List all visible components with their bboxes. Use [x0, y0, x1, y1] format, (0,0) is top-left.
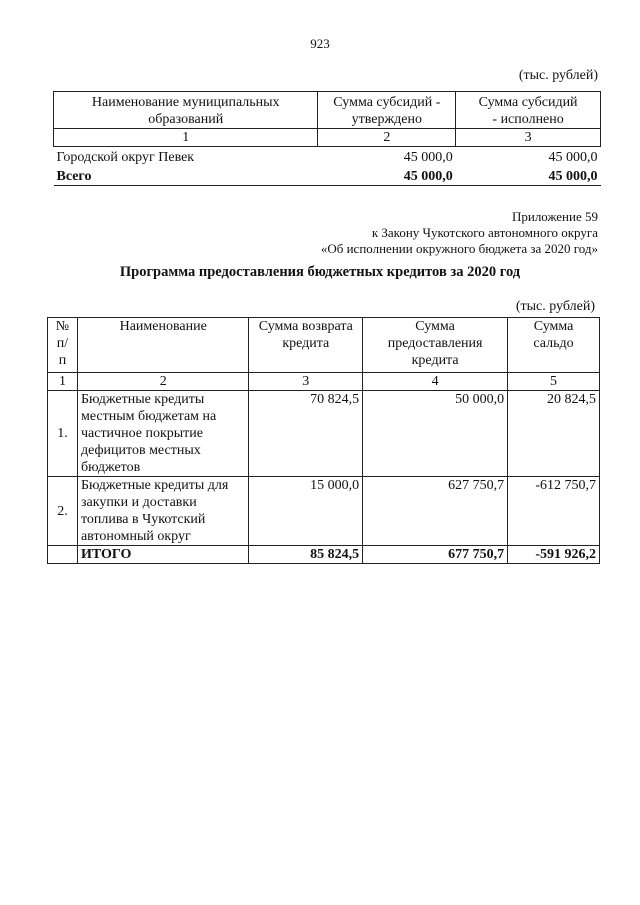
header-provided: Сумма предоставления кредита — [363, 318, 508, 373]
col-number: 3 — [249, 373, 363, 391]
table-row — [48, 391, 600, 477]
total-saldo: -591 926,2 — [508, 546, 600, 564]
subsidy-table — [53, 91, 601, 186]
row-return: 70 824,5 — [249, 391, 363, 477]
col-number: 4 — [363, 373, 508, 391]
total-row — [48, 546, 600, 564]
credits-table — [47, 317, 600, 564]
header-return: Сумма возврата кредита — [249, 318, 363, 373]
row-approved: 45 000,0 — [403, 150, 453, 165]
col-number: 3 — [456, 129, 601, 147]
appendix-line: Приложение 59 — [511, 209, 598, 224]
total-number-cell — [48, 546, 78, 564]
total-executed: 45 000,0 — [456, 166, 601, 186]
col-number: 2 — [77, 373, 249, 391]
header-number: № п/ п — [48, 318, 78, 373]
table2-unit: (тыс. рублей) — [515, 299, 595, 314]
row-name: Городской округ Певек — [56, 150, 195, 165]
header-executed: Сумма субсидий - исполнено — [456, 92, 601, 129]
total-approved: 45 000,0 — [318, 166, 456, 186]
table-row — [54, 147, 601, 167]
col-number: 1 — [48, 373, 78, 391]
header-approved: Сумма субсидий - утверждено — [318, 92, 456, 129]
appendix-note — [321, 209, 598, 257]
table1-unit: (тыс. рублей) — [518, 68, 598, 83]
row-provided: 50 000,0 — [363, 391, 508, 477]
appendix-line: к Закону Чукотского автономного округа — [371, 225, 598, 240]
row-number: 2. — [48, 477, 78, 546]
col-number: 5 — [508, 373, 600, 391]
row-saldo: -612 750,7 — [508, 477, 600, 546]
table-row — [48, 477, 600, 546]
appendix-line: «Об исполнении окружного бюджета за 2020 год» — [320, 241, 598, 256]
total-return: 85 824,5 — [249, 546, 363, 564]
total-label: ИТОГО — [77, 546, 249, 564]
header-name: Наименование — [77, 318, 249, 373]
total-row — [54, 166, 601, 186]
row-name: Бюджетные кредиты местным бюджетам на частичное покрытие дефицитов местных бюджетов — [77, 391, 249, 477]
row-number: 1. — [48, 391, 78, 477]
row-saldo: 20 824,5 — [508, 391, 600, 477]
row-return: 15 000,0 — [249, 477, 363, 546]
row-executed: 45 000,0 — [548, 150, 598, 165]
row-name: Бюджетные кредиты для закупки и доставки топлива в Чукотский автономный округ — [77, 477, 249, 546]
page-number: 923 — [310, 36, 330, 51]
total-label: Всего — [54, 166, 318, 186]
col-number: 2 — [318, 129, 456, 147]
page-title: Программа предоставления бюджетных кредитов за 2020 год — [119, 264, 521, 280]
header-saldo: Сумма сальдо — [508, 318, 600, 373]
col-number: 1 — [54, 129, 318, 147]
header-municipality: Наименование муниципальных образований — [54, 92, 318, 129]
total-provided: 677 750,7 — [363, 546, 508, 564]
row-provided: 627 750,7 — [363, 477, 508, 546]
